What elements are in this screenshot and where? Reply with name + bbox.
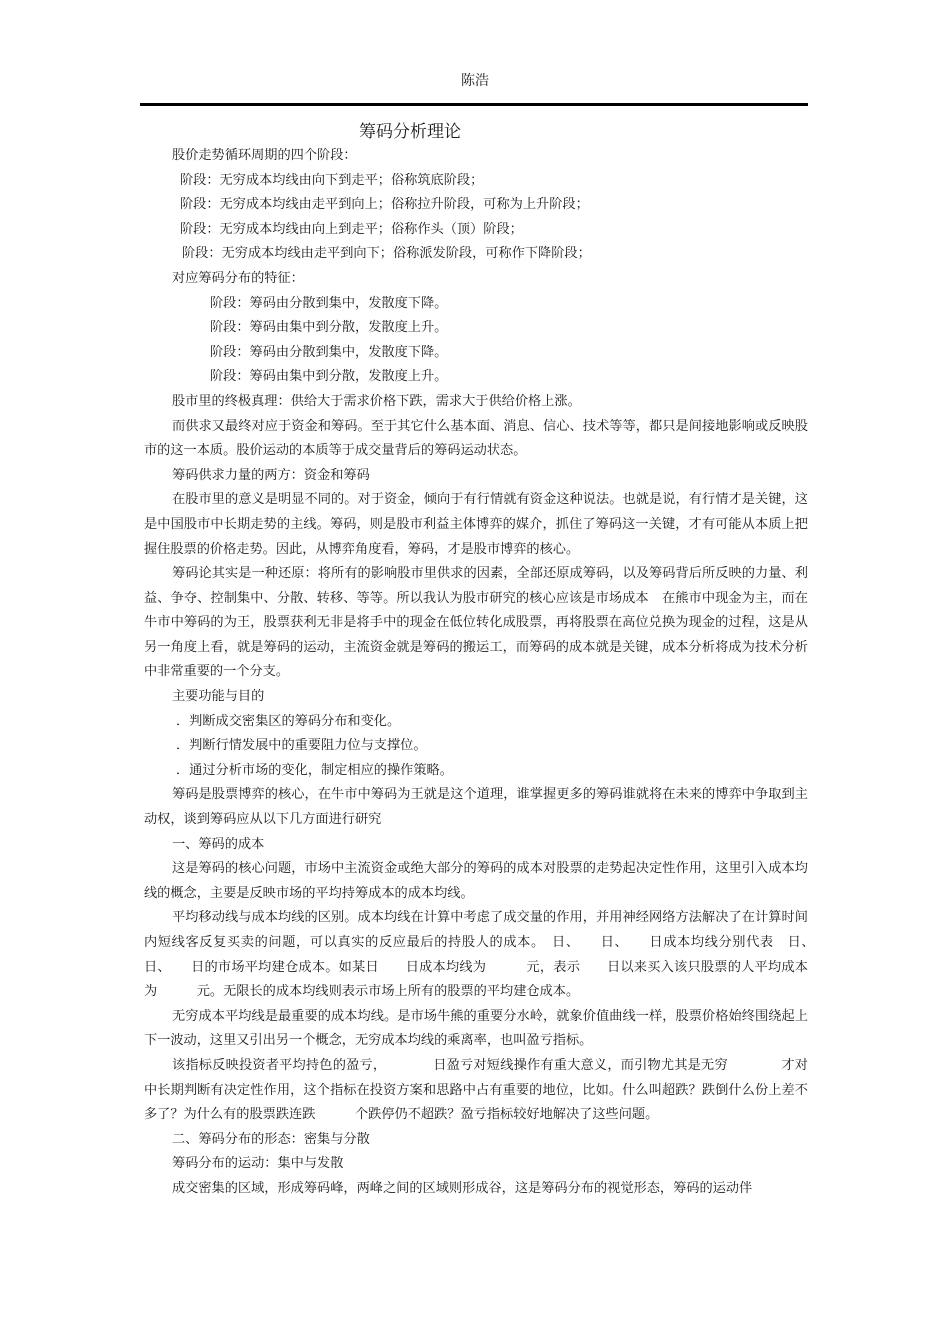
paragraph-meaning: 在股市里的意义是明显不同的。对于资金，倾向于有行情就有资金这种说法。也就是说，有行情才是关键，这是中国股市中长期走势的主线。筹码，则是股市利益主体博弈的媒介，抓住了筹码这一关键，才有可能从本质上把握住股票的价格走势。因此，从博弈角度看，筹码，才是股市博弈的核心。 <box>144 492 808 557</box>
stage-item: 阶段：无穷成本均线由走平到向下；俗称派发阶段，可称作下降阶段； <box>182 246 591 262</box>
page-header-author: 陈浩 <box>461 73 489 89</box>
paragraph-cost-1: 这是筹码的核心问题，市场中主流资金或绝大部分的筹码的成本对股票的走势起决定性作用，这里引入成本均线的概念，主要是反映市场的平均持筹成本的成本均线。 <box>144 861 808 901</box>
function-item: ．判断行情发展中的重要阻力位与支撑位。 <box>176 738 427 754</box>
section-heading-cost: 一、筹码的成本 <box>172 836 265 852</box>
document-body <box>144 144 835 1202</box>
stage-item: 阶段：无穷成本均线由向下到走平；俗称筑底阶段； <box>180 172 484 188</box>
paragraph-distribution-1: 成交密集的区域，形成筹码峰，两峰之间的区域则形成谷，这是筹码分布的视觉形态，筹码的运动伴 <box>172 1180 753 1196</box>
function-item: ．判断成交密集区的筹码分布和变化。 <box>176 713 401 729</box>
paragraph-cost-4: 该指标反映投资者平均持色的盈亏， 日盈亏对短线操作有重大意义，而引物尤其是无穷 才对中长期判断有决定性作用，这个指标在投资方案和思路中占有重要的地位，比如。什么叫超跌？跌倒什么份上差不多了？为什么有的股票跌连跌 个跌停仍不超跌？盈亏指标较好地解决了这些问题。 <box>144 1057 808 1123</box>
section-heading-distribution: 二、筹码分布的形态：密集与分散 <box>172 1131 370 1147</box>
paragraph-theory: 筹码论其实是一种还原：将所有的影响股市里供求的因素，全部还原成筹码，以及筹码背后所反映的力量、利益、争夺、控制集中、分散、转移、等等。所以我认为股市研究的核心应该是市场成本 在熊市中现金为主，而在牛市中筹码的为王，股票获利无非是将手中的现金在低位转化成股票，再将股票在高位兑换为现金的过程，这是从另一角度上看，就是筹码的运动，主流资金就是筹码的搬运工，而筹码的成本就是关键，成本分析将成为技术分析中非常重要的一个分支。 <box>144 566 808 680</box>
features-intro: 对应筹码分布的特征： <box>172 270 304 286</box>
paragraph-cost-2: 平均移动线与成本均线的区别。成本均线在计算中考虑了成交量的作用，并用神经网络方法解决了在计算时间内短线客反复买卖的问题，可以真实的反应最后的持股人的成本。 日、 日、 日成本均线分别代表 日、 日、 日的市场平均建仓成本。如某日 日成本均线为 元，表示 日以来买入该只股票的人平均成本为 元。无限长的成本均线则表示市场上所有的股票的平均建仓成本。 <box>144 910 835 1000</box>
feature-item: 阶段：筹码由分散到集中，发散度下降。 <box>210 295 448 311</box>
stages-intro: 股价走势循环周期的四个阶段： <box>172 148 357 163</box>
paragraph-truth: 股市里的终极真理：供给大于需求价格下跌，需求大于供给价格上涨。 <box>172 393 581 409</box>
stage-item: 阶段：无穷成本均线由向上到走平；俗称作头（顶）阶段； <box>180 221 523 237</box>
feature-item: 阶段：筹码由集中到分散，发散度上升。 <box>210 369 448 385</box>
function-item: ．通过分析市场的变化，制定相应的操作策略。 <box>176 762 453 778</box>
feature-item: 阶段：筹码由集中到分散，发散度上升。 <box>210 320 448 336</box>
paragraph-core: 筹码是股票博弈的核心，在牛市中筹码为王就是这个道理，谁掌握更多的筹码谁就将在未来的博弈中争取到主动权，谈到筹码应从以下几方面进行研究 <box>144 787 808 828</box>
paragraph-cost-3: 无穷成本平均线是最重要的成本均线。是市场牛熊的重要分水岭，就象价值曲线一样，股票价格始终围绕起上下一波动，这里又引出另一个概念，无穷成本均线的乘离率，也叫盈亏指标。 <box>144 1008 808 1049</box>
section-subheading-movement: 筹码分布的运动：集中与发散 <box>172 1156 344 1172</box>
paragraph-supply: 而供求又最终对应于资金和筹码。至于其它什么基本面、消息、信心、技术等等，都只是间接地影响或反映股市的这一本质。股价运动的本质等于成交量背后的筹码运动状态。 <box>144 418 808 459</box>
paragraph-two-sides: 筹码供求力量的两方：资金和筹码 <box>172 467 370 483</box>
document-title: 筹码分析理论 <box>359 122 461 142</box>
stage-item: 阶段：无穷成本均线由走平到向上；俗称拉升阶段，可称为上升阶段； <box>180 197 589 213</box>
functions-title: 主要功能与目的 <box>172 689 265 705</box>
header-rule <box>140 103 808 106</box>
feature-item: 阶段：筹码由分散到集中，发散度下降。 <box>210 344 448 360</box>
